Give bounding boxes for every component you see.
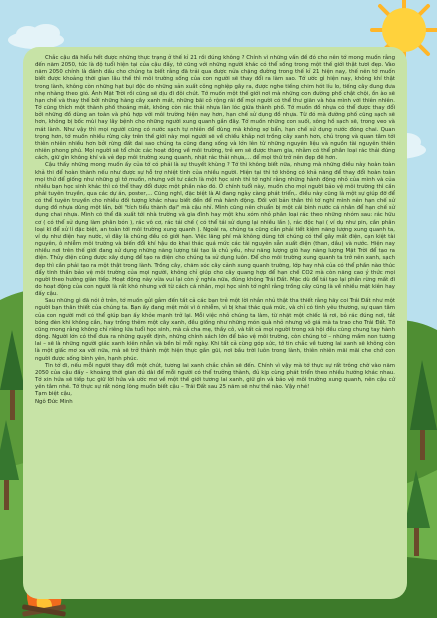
letter-paragraph: Chắc cậu đã hiểu hết được những thực trạng ở thế kỉ 21 rồi đúng không ? Chính vì những vấn đề đó cho nên tớ mong muốn rằng đến năm 2050, tức là độ tuổi hiện tại của cậu đấy, tớ cũng với những người khác có thể sống trong một thế giới thật tươi đẹp. Vào năm 2050 chính là đánh dấu cho chúng ta biết rằng đã trải qua được nửa chặng đường trong thế kỉ 21 hiện nay, thế nên tớ muốn biết được khoảng thời gian lâu thế thì môi trường sống của con người sẽ thay đổi ra làm sao. Tớ ước gì hiện nay, không khí thật trong lành, không còn những hạt bụi độc do những sản xuất công nghiệp gây ra, được nghe tiếng chim hót líu lo, tiếng cây đung đưa nhẹ nhàng theo gió. Ánh Mặt Trời rồi cũng sẽ dịu đi đôi chút. Tớ muốn một thế giới nơi mà những con đường phố chật chội, ồn ào sẽ hạn chế và thay thế bởi những hàng cây xanh mát, những bãi cỏ rộng rãi để mọi người có thể thư giãn và hòa mình với thiên nhiên. Tớ cũng thích một thành phố thoáng mát, không còn rác thải nhựa làn lóc giữa thành phố. Tớ muốn đồ nhựa có thể được thay đổi bởi những đồ dùng an toàn và phù hợp với môi trường hiện nay hơn, hạn chế sử dụng đồ nhựa. Từ đó mà đường phố cũng sạch sẽ hơn, không bị bốc mùi hay lây bệnh cho những người xung quanh gần đây. Tớ muốn những con suối, sông hồ sạch sẽ, trong veo và mát lành. Như vậy thì mọi người cũng có nước sạch tự nhiên để dùng mà không sợ bẩn, hạn chế sử dụng nước đóng chai. Quan trọng hơn, tớ muốn nhiều rừng cây trên thế giới này mọi người sẽ về chiếu khắp nơi trồng cây xanh hơn, chủ trọng và quan tâm tới thiên nhiên nhiều hơn bởi rừng đất đai sao chúng ta cũng đang sống và lớn lên từ những nguyên liệu và nguồn tài nguyên thiên nhiên phong phú. Mọi người sẽ tổ chức các hoạt động về môi trường, trẻ em sẽ được tham gia, nhằm có thể phân loại rác thải đúng cách, giữ gìn không khí và vẻ đẹp môi trường xung quanh, nhặt rác thải nhựa,... để mọi thứ trở nên đẹp đẽ hơn. — [35, 55, 395, 162]
letter-card — [23, 47, 407, 599]
letter-paragraph: Sau những gì đã nói ở trên, tớ muốn gửi gắm đến tất cả các bạn trẻ một lời nhắn nhủ thật tha thiết rằng hãy coi Trái Đất như một người bạn thân thiết của chúng ta. Bạn ấy đang mệt mỏi vì ô nhiễm, vì bị khai thác quá mức, và chỉ có tình yêu thương, sự quan tâm của con người mới có thể giúp bạn ấy khỏe mạnh trở lại. Mỗi việc nhỏ chúng ta làm, từ nhặt một chiếc lá rơi, bỏ rác đúng nơi, tắt bóng đèn khi không cần, hay trồng thêm một cây xanh, đều giống như những món quà nhỏ nhưng vô giá mà ta trao cho Trái Đất. Tớ cũng mong rằng không chỉ riêng lứa tuổi học sinh, mà cả cha mẹ, thầy cô, và tất cả mọi người trong xã hội đều cùng chung tay hành động. Người lớn có thể đưa ra những quyết định, những chính sách lớn để bảo vệ môi trường, còn chúng tớ – những mầm non tương lai – sẽ là những người giác xanh kiên nhẫn và bền bỉ mỗi ngày. Khi tất cả cùng góp sức, tớ tin chắc về tương lai xanh sẽ không còn là một giấc mơ xa vời nữa, mà sẽ trở thành một hiện thực gần gũi, nơi bầu trời luôn trong lành, thiên nhiên mãi mãi che chở con người được sống bình yên, hạnh phúc. — [35, 298, 395, 362]
letter-signature: Ngô Đức Minh — [35, 398, 73, 405]
letter-closing: Tạm biệt cậu, — [35, 391, 73, 398]
letter-paragraph: Cậu thấy những mong muốn ấy của tớ có phải là sự thuyết khùng ? Tớ thì không biết nữa, nhưng mà những điều này hoàn toàn khả thi để hoàn thành nếu như được sự hỗ trợ nhiệt tình của nhiều người. Hiện tại thì tớ không có khả năng để thay đổi hoàn toàn mọi thứ để giống như những gì tớ muốn, nhưng với tư cách là một học sinh thì tớ nghĩ rằng những hành động nhỏ của mình và của nhiều bạn học sinh khác thì có thể thay đổi được một phần nào đó. Ở chính tuổi này, muốn cho mọi người bảo vệ môi trường thì cần phải tuyên truyền, qua các dự án, poster,... Cũng nghĩ, đặc biệt là AI đang ngày càng phát triển,. điều này cũng là một sự giúp đỡ để có thể tuyên truyền cho nhiều đối tượng khác nhau biết đến để mà hành động. Đối với bản thân thì tớ nghĩ mình nên hạn chế sử dụng đồ nhựa dùng một lần, bởi "tích tiểu thành đại" mà cậu nhỉ. Mình cũng nên chuẩn bị một cái bình nước cá nhân để hạn chế sử dụng chai nhựa. Mình có thể đã xuất tới nhà trường và gia đình hay một khu xóm nhỏ phân loại rác theo những nhóm sau: rác hữu cơ ( có thể sử dụng làm phân bón ), rác vô cơ, rác tái chế ( có thể tái sử dụng lại nhiều lần ), rác độc hại ( ví dụ như pin, cần phân loại kĩ để xử lí đặc biệt, an toàn tới môi trường xung quanh ). Ngoài ra, chúng ta cũng cần phải tiết kiệm năng lượng xung quanh ta, ví dụ như điện hay nước, vì đây là chúng đều có giới hạn. Việc lãng phí mà không dùng tới chúng có thể gây mất điện, cạn kiệt tài nguyên, ô nhiễm môi trường và biến đổi khí hậu do khai thác quá mức các tài nguyên sẵn xuất điện (than, dầu) và nước. Hiện nay nhiều nơi trên thế giới đang sử dụng những năng lượng tái tạo là chủ yếu, như năng lượng gió hay năng lượng Mặt Trời để tạo ra điện. Thủy điện cũng được xây dựng để tạo ra điện cho chúng ta sử dụng luôn. Để cho môi trường xung quanh ta trở nên xanh, sạch đẹp thì cần phải tạo ra một thật trong lành. Trồng cây, chăm sóc cây cảnh xung quanh trường, lớp hay nhà của có thể phần nào thúc đẩy tinh thần bảo vệ môi trường của mọi người, không chỉ giúp cho cây quang hợp để hạn chế CO2 mà còn năng cao ý thức mọi người theo hướng giàn tiếp. Hoạt động này vừa vui lại còn ý nghĩa nữa, đúng không Trái Đất. Mặc dù để tái tạo lại phần rừng mất đi do hoạt động của con người là rất khó nhưng với từ cách cá nhân, mọi học sinh tớ nghĩ rằng trồng cây cũng là về nhiều mặt kiên hay đấy cậu. — [35, 162, 395, 298]
letter-body — [35, 55, 395, 406]
letter-paragraph: Tin tớ đi, nếu mỗi người thay đổi một chút, tương lai xanh chắc chắn sẽ đến. Chính vì vậy mà tớ thực sự rất trông chờ vào năm 2050 của cậu đấy – khoảng thời gian đủ dài để mỗi người có thể trưởng thành, đủ kịp cùng phát triển theo nhiều hướng khác nhau. Tớ xin hứa sẽ tiếp tục giữ lời hứa và ước mơ về một thế giới tương lai xanh, giữ gìn và bảo vệ môi trường xung quanh, nên cậu cứ yên tâm nhé. Tớ thực sự rất nóng lòng muốn biết cậu – Trái Đất sau 25 năm sẽ như thế nào. Vậy nhé! — [35, 362, 395, 391]
